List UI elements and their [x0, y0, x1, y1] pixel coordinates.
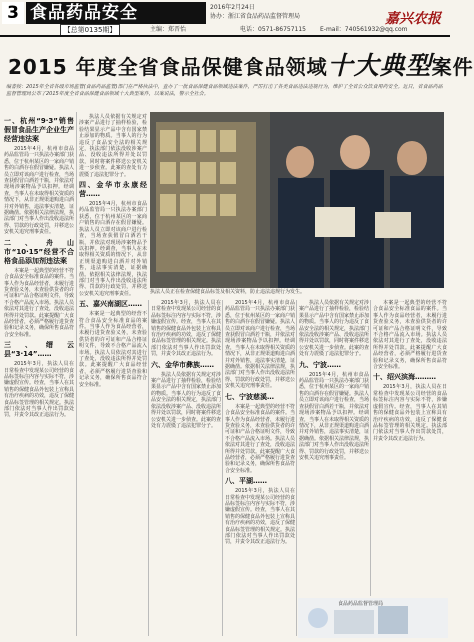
column-3	[151, 300, 221, 634]
column-divider	[370, 300, 371, 596]
ad-title: 食品药品监督管理局	[338, 601, 384, 607]
edition-label: 【总第0135期】	[60, 24, 120, 36]
email-text: E-mail：740561932@qq.com	[320, 26, 408, 33]
case-heading-6: 六、金华市彝族……	[151, 360, 214, 369]
column-2-text-2: 2015年4月，杭州市食品药品监管局一只执法办案部门获悉，位于杭州某区的一家商户销售的白酒存在假冒嫌疑。执法人员立即对该商户进行检查，当场查获假冒白酒若干瓶，并依法对现场涉案物品予以扣押。经调查，当事人在未取得相关资质的情况下，从非正规渠道购进白酒并对外销售，违法事实清楚，证据确凿。依据相关法律法规，执法部门对当事人作出没收违法所得、罚款的行政处罚，并移送公安机关追究刑事责任。	[79, 201, 147, 297]
column-3-text-2: 执法人员依据有关规定对涉案产品进行了抽样检验，检验结果显示产品中含有国家禁止添加的物质。当事人的行为违反了食品安全法的相关规定，执法部门依法没收涉案产品、没收违法所得并处以罚款，同时将案件移送公安机关进一步侦查。此案的查处有力震慑了违法犯罪分子。	[151, 371, 222, 429]
case-heading-4: 四、金华市永康经营……	[79, 181, 147, 199]
column-5	[299, 300, 369, 596]
case-heading-10: 十、绍兴滨海………	[373, 373, 436, 382]
news-photo	[150, 112, 444, 288]
photo-illustration	[150, 112, 444, 288]
headline	[8, 46, 474, 82]
section-title: 食品药品安全	[30, 3, 138, 23]
column-2-text: 执法人员依据有关规定对涉案产品进行了抽样检验，检验结果显示产品中含有国家禁止添加的物质。当事人的行为违反了食品安全法的相关规定，执法部门依法没收涉案产品、没收违法所得并处以罚款，同时将案件移送公安机关进一步侦查。此案的查处有力震慑了违法犯罪分子。	[79, 114, 147, 178]
issue-date: 2016年2月24日	[210, 4, 255, 11]
column-divider	[222, 300, 223, 636]
column-5-text-2: 2015年4月，杭州市食品药品监管局一只执法办案部门获悉，位于杭州某区的一家商户销售的白酒存在假冒嫌疑。执法人员立即对该商户进行检查，当场查获假冒白酒若干瓶，并依法对现场涉案物品予以扣押。经调查，当事人在未取得相关资质的情况下，从非正规渠道购进白酒并对外销售，违法事实清楚，证据确凿。依据相关法律法规，执法部门对当事人作出没收违法所得、罚款的行政处罚，并移送公安机关追究刑事责任。	[299, 371, 370, 461]
sponsor-text: 协办：浙江省食品药品监督管理局	[210, 13, 301, 20]
column-divider	[76, 112, 77, 636]
column-4-text-2: 本案是一起典型的经营不符合食品安全标准食品的案件。当事人作为食品经营者，未履行进货查验义务，未查验供货者的许可证和产品合格证明文件，导致不合格产品流入市场。执法人员依法对其进行了查处，没收违法所得并处罚款。此案提醒广大食品经营者，必须严格履行进货查验和记录义务，确保所售食品符合安全标准。	[225, 403, 296, 474]
column-3-text: 2015年3月，执法人员在日常检查中发现某公司经营的食品标签标注内容与实际不符，涉嫌虚假宣传。经查，当事人在其销售的保健食品外包装上宣称具有治疗疾病的功效，违反了保健食品标签管理的相关规定。执法部门依法对当事人作出罚款处罚，并责令其改正违法行为。	[151, 300, 222, 358]
editor-text: 主编：郑晋怡	[150, 26, 187, 33]
column-1	[4, 114, 74, 634]
column-divider	[148, 300, 149, 636]
column-5-text: 执法人员依据有关规定对涉案产品进行了抽样检验，检验结果显示产品中含有国家禁止添加的物质。当事人的行为违反了食品安全法的相关规定，执法部门依法没收涉案产品、没收违法所得并处以罚款，同时将案件移送公安机关进一步侦查。此案的查处有力震慑了违法犯罪分子。	[299, 300, 370, 358]
case-heading-7: 七、宁波慈溪…	[225, 392, 274, 401]
column-divider	[296, 300, 297, 636]
column-6-text: 本案是一起典型的经营不符合食品安全标准食品的案件。当事人作为食品经营者，未履行进货查验义务，未查验供货者的许可证和产品合格证明文件，导致不合格产品流入市场。执法人员依法对其进行了查处，没收违法所得并处罚款。此案提醒广大食品经营者，必须严格履行进货查验和记录义务，确保所售食品符合安全标准。	[373, 300, 447, 371]
case-heading-9: 九、宁波……	[299, 360, 341, 369]
case-heading-3: 三、缙云县“3·14”……	[4, 341, 74, 359]
headline-emphasis: 十大典型	[327, 51, 432, 80]
editor-note: 编者按：2015年全省各级市场监管(食品药品监管)部门在严格执法中，查办了一批食品保健食品领域违法案件，严厉打击了各类食品违法违规行为，维护了全省公众饮食用药安全。近日，省食品药品监督管理局公布了2015年度全省食品保健食品领域十大典型案件，以案说法，警示全社会。	[6, 84, 443, 97]
photo-caption: 执法人员正在检查保健食品标签及相关资料，防止违法违规行为发生。	[150, 289, 306, 295]
case-heading-5: 五、嘉兴南湖区……	[79, 300, 142, 309]
column-2-text-3: 本案是一起典型的经营不符合食品安全标准食品的案件。当事人作为食品经营者，未履行进货查验义务，未查验供货者的许可证和产品合格证明文件，导致不合格产品流入市场。执法人员依法对其进行了查处，没收违法所得并处罚款。此案提醒广大食品经营者，必须严格履行进货查验和记录义务，确保所售食品符合安全标准。	[79, 311, 147, 388]
phone-text: 电话：0571-86757115	[240, 26, 306, 33]
column-6-text-2: 2015年3月，执法人员在日常检查中发现某公司经营的食品标签标注内容与实际不符，涉嫌虚假宣传。经查，当事人在其销售的保健食品外包装上宣称具有治疗疾病的功效，违反了保健食品标签管理的相关规定。执法部门依法对当事人作出罚款处罚，并责令其改正违法行为。	[373, 384, 447, 442]
column-6	[373, 300, 447, 596]
case-heading-1: 一、杭州“9·3”销售假冒食品生产企业生产经营违法案	[4, 117, 74, 143]
column-4	[225, 300, 295, 634]
page-number: 3	[2, 2, 24, 24]
column-2	[79, 114, 147, 634]
case-heading-2: 二、舟山市“10·15”经营不合格食品添加剂违法案	[4, 238, 74, 265]
case-heading-8: 八、平湖……	[225, 477, 267, 486]
headline-prefix: 2015 年度全省食品保健食品领域	[8, 55, 328, 79]
ad-illustration	[298, 598, 448, 638]
column-1-text-3: 2015年3月，执法人员在日常检查中发现某公司经营的食品标签标注内容与实际不符，涉嫌虚假宣传。经查，当事人在其销售的保健食品外包装上宣称具有治疗疾病的功效，违反了保健食品标签管理的相关规定。执法部门依法对当事人作出罚款处罚，并责令其改正违法行为。	[4, 361, 75, 419]
headline-suffix: 案件	[431, 55, 474, 79]
header-divider	[0, 35, 450, 37]
column-1-text-2: 本案是一起典型的经营不符合食品安全标准食品的案件。当事人作为食品经营者，未履行进货查验义务，未查验供货者的许可证和产品合格证明文件，导致不合格产品流入市场。执法人员依法对其进行了查处，没收违法所得并处罚款。此案提醒广大食品经营者，必须严格履行进货查验和记录义务，确保所售食品符合安全标准。	[4, 267, 75, 338]
column-4-text-3: 2015年3月，执法人员在日常检查中发现某公司经营的食品标签标注内容与实际不符，涉嫌虚假宣传。经查，当事人在其销售的保健食品外包装上宣称具有治疗疾病的功效，违反了保健食品标签管理的相关规定。执法部门依法对当事人作出罚款处罚，并责令其改正违法行为。	[225, 488, 296, 546]
newspaper-logo: 嘉兴农报	[385, 11, 441, 27]
column-4-text: 2015年4月，杭州市食品药品监管局一只执法办案部门获悉，位于杭州某区的一家商户销售的白酒存在假冒嫌疑。执法人员立即对该商户进行检查，当场查获假冒白酒若干瓶，并依法对现场涉案物品予以扣押。经调查，当事人在未取得相关资质的情况下，从非正规渠道购进白酒并对外销售，违法事实清楚，证据确凿。依据相关法律法规，执法部门对当事人作出没收违法所得、罚款的行政处罚，并移送公安机关追究刑事责任。	[225, 300, 296, 390]
column-1-text: 2015年4月，杭州市食品药品监管局一只执法办案部门获悉，位于杭州某区的一家商户销售的白酒存在假冒嫌疑。执法人员立即对该商户进行检查，当场查获假冒白酒若干瓶，并依法对现场涉案物品予以扣押。经调查，当事人在未取得相关资质的情况下，从非正规渠道购进白酒并对外销售，违法事实清楚，证据确凿。依据相关法律法规，执法部门对当事人作出没收违法所得、罚款的行政处罚，并移送公安机关追究刑事责任。	[4, 146, 75, 236]
